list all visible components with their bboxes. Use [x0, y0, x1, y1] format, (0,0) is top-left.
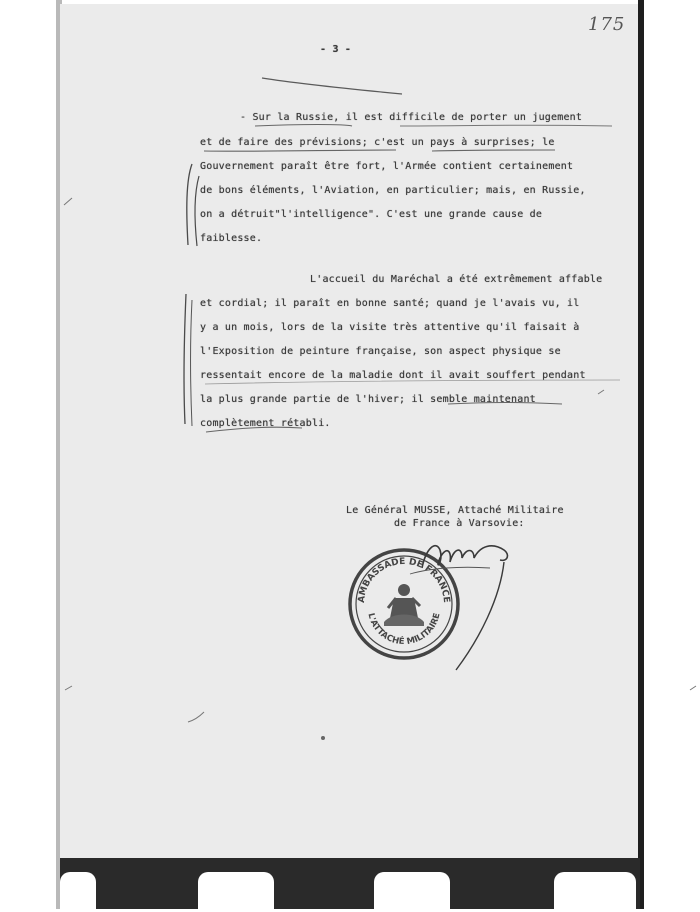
text-line: complètement rétabli. [200, 418, 331, 429]
stamp-bottom-text: L'ATTACHÉ MILITAIRE [365, 612, 443, 648]
text-line: faiblesse. [200, 233, 263, 244]
text-line: L'accueil du Maréchal a été extrêmement affable [310, 274, 603, 285]
text-line: la plus grande partie de l'hiver; il semble maintenant [200, 394, 536, 405]
text-line: de bons éléments, l'Aviation, en particulier; mais, en Russie, [200, 185, 586, 196]
text-line: y a un mois, lors de la visite très attentive qu'il faisait à [200, 322, 580, 333]
text-line: l'Exposition de peinture française, son aspect physique se [200, 346, 561, 357]
folio-number: 175 [588, 14, 626, 35]
handwritten-signature [400, 528, 530, 678]
signatory-line: Le Général MUSSE, Attaché Militaire [346, 505, 564, 516]
page-number: - 3 - [320, 44, 352, 55]
stamp-top-text: AMBASSADE DE FRANCE [356, 556, 452, 604]
signatory-line: de France à Varsovie: [394, 518, 525, 529]
text-line: - Sur la Russie, il est difficile de porter un jugement [240, 112, 583, 123]
text-line: Gouvernement paraît être fort, l'Armée contient certainement [200, 161, 574, 172]
text-line: et cordial; il paraît en bonne santé; quand je l'avais vu, il [200, 298, 580, 309]
text-line: on a détruit"l'intelligence". C'est une grande cause de [200, 209, 543, 220]
text-line: et de faire des prévisions; c'est un pays à surprises; le [200, 137, 555, 148]
text-line: ressentait encore de la maladie dont il avait souffert pendant [200, 370, 586, 381]
